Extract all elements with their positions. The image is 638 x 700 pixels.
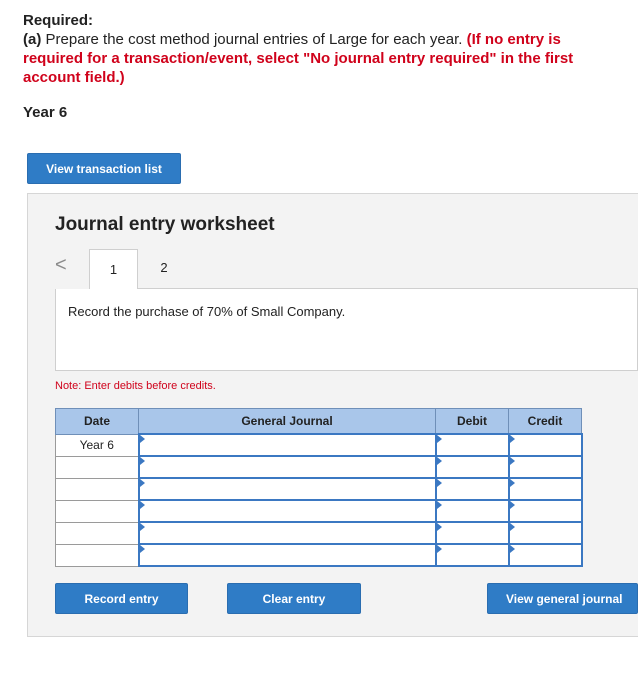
transaction-description-box bbox=[55, 289, 638, 371]
required-label: Required: bbox=[23, 12, 94, 29]
clear-entry-button[interactable]: Clear entry bbox=[227, 583, 361, 614]
chevron-left-icon[interactable]: < bbox=[55, 254, 67, 276]
table-row bbox=[56, 456, 582, 478]
table-row bbox=[56, 478, 582, 500]
table-row bbox=[56, 434, 582, 456]
debit-field[interactable] bbox=[436, 544, 509, 566]
debit-field[interactable] bbox=[436, 434, 509, 456]
transaction-description: Record the purchase of 70% of Small Company. bbox=[68, 304, 346, 319]
account-field[interactable] bbox=[139, 544, 436, 566]
question-header bbox=[23, 11, 603, 87]
record-entry-button[interactable]: Record entry bbox=[55, 583, 188, 614]
worksheet-title: Journal entry worksheet bbox=[55, 214, 275, 235]
credit-field[interactable] bbox=[509, 544, 582, 566]
table-row bbox=[56, 522, 582, 544]
table-row bbox=[56, 500, 582, 522]
credit-field[interactable] bbox=[509, 500, 582, 522]
view-transaction-list-button[interactable]: View transaction list bbox=[27, 153, 181, 184]
instruction-note: (If no entry is required for a transaction/event, select "No journal entry required" in the first account field.) bbox=[23, 31, 574, 86]
view-general-journal-button[interactable]: View general journal bbox=[487, 583, 638, 614]
debit-field[interactable] bbox=[436, 522, 509, 544]
debit-field[interactable] bbox=[436, 456, 509, 478]
part-label: (a) bbox=[23, 31, 42, 48]
general-journal-column-header: General Journal bbox=[139, 409, 436, 435]
debit-field[interactable] bbox=[436, 500, 509, 522]
tab-2[interactable]: 2 bbox=[160, 259, 168, 275]
account-field[interactable] bbox=[139, 434, 436, 456]
account-field[interactable] bbox=[139, 456, 436, 478]
credit-field[interactable] bbox=[509, 456, 582, 478]
debit-column-header: Debit bbox=[436, 409, 509, 435]
account-field[interactable] bbox=[139, 478, 436, 500]
table-row bbox=[56, 544, 582, 566]
credit-field[interactable] bbox=[509, 522, 582, 544]
tab-1[interactable]: 1 bbox=[89, 249, 138, 289]
account-field[interactable] bbox=[139, 500, 436, 522]
account-field[interactable] bbox=[139, 522, 436, 544]
date-cell bbox=[56, 456, 139, 478]
debit-field[interactable] bbox=[436, 478, 509, 500]
date-column-header: Date bbox=[56, 409, 139, 435]
date-cell bbox=[56, 478, 139, 500]
credit-field[interactable] bbox=[509, 434, 582, 456]
year-title: Year 6 bbox=[23, 104, 68, 121]
date-cell: Year 6 bbox=[56, 434, 139, 456]
date-cell bbox=[56, 500, 139, 522]
date-cell bbox=[56, 544, 139, 566]
journal-header-row bbox=[56, 409, 582, 435]
debit-credit-note: Note: Enter debits before credits. bbox=[55, 380, 216, 392]
instruction-text: Prepare the cost method journal entries of Large for each year. bbox=[45, 31, 463, 48]
date-cell bbox=[56, 522, 139, 544]
journal-table bbox=[55, 408, 583, 567]
credit-field[interactable] bbox=[509, 478, 582, 500]
credit-column-header: Credit bbox=[509, 409, 582, 435]
